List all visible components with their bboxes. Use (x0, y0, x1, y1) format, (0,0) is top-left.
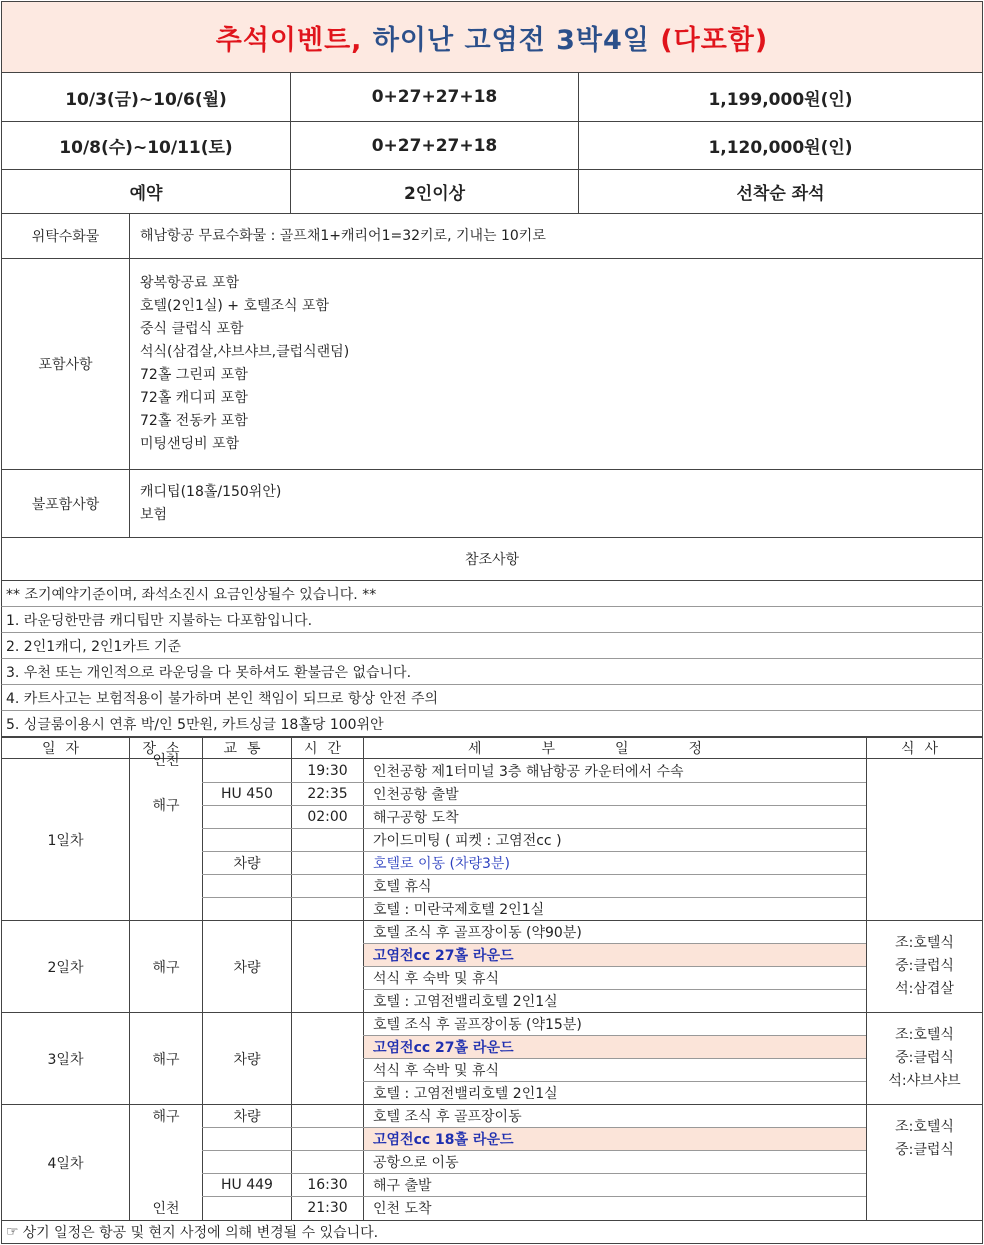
excluded-label: 불포함사항 (2, 470, 130, 537)
note-line: 2. 2인1캐디, 2인1카트 기준 (1, 633, 983, 659)
note-line: 4. 카트사고는 보험적용이 불가하며 본인 책임이 되므로 항상 안전 주의 (1, 685, 983, 711)
included-list (130, 259, 982, 469)
detail-cell: 인천 도착 (373, 1200, 432, 1217)
detail-cell: 공항으로 이동 (373, 1154, 459, 1171)
detail-cell: 해구공항 도착 (373, 809, 459, 826)
detail-cell: 가이드미팅 ( 피켓 : 고염전cc ) (373, 832, 562, 849)
list-item: 보험 (140, 506, 168, 523)
detail-cell: 호텔 휴식 (373, 878, 432, 895)
place-label: 해구 (152, 1051, 180, 1068)
detail-cell: 호텔 조식 후 골프장이동 (약15분) (373, 1016, 582, 1033)
time-cell: 21:30 (307, 1199, 348, 1216)
detail-cell: 호텔 조식 후 골프장이동 (373, 1108, 522, 1125)
reservation-label: 예약 (2, 170, 291, 213)
detail-cell: 고염전cc 27홀 라운드 (373, 1039, 514, 1056)
note-line: 1. 라운딩한만큼 캐디팁만 지불하는 다포함입니다. (1, 607, 983, 633)
header-transport: 교통 (203, 738, 292, 758)
reservation-seating: 선착순 좌석 (736, 184, 825, 204)
baggage-label: 위탁수화물 (2, 214, 130, 258)
meal-item: 중:클럽식 (895, 1142, 954, 1158)
detail-cell: 호텔 : 고염전밸리호텔 2인1실 (373, 993, 558, 1010)
header-place: 장소 (130, 738, 203, 758)
meal-cell (867, 1013, 982, 1104)
notes-section (1, 538, 983, 737)
list-item: 캐디팁(18홀/150위안) (140, 483, 282, 500)
list-item: 중식 클럽식 포함 (140, 321, 244, 337)
meal-item: 조:호텔식 (895, 935, 954, 951)
title-inclusive: (다포함) (660, 24, 769, 56)
pricing-table (1, 73, 983, 214)
meal-item: 조:호텔식 (895, 1119, 954, 1135)
pricing-row (1, 73, 983, 122)
title-tour: 하이난 고염전 3박4일 (372, 24, 650, 56)
transport-cell: 차량 (233, 1051, 261, 1068)
meal-item: 석:삼겹살 (895, 981, 954, 997)
detail-cell: 고염전cc 18홀 라운드 (373, 1131, 514, 1148)
detail-cell: 석식 후 숙박 및 휴식 (373, 1062, 499, 1079)
note-line: 5. 싱글룸이용시 연휴 박/인 5만원, 카트싱글 18홀당 100위안 (1, 711, 983, 737)
detail-cell: 호텔 : 고염전밸리호텔 2인1실 (373, 1085, 558, 1102)
time-cell: 16:30 (307, 1176, 348, 1193)
reservation-row (1, 170, 983, 214)
header-day: 일자 (2, 738, 130, 758)
pricing-rounds: 0+27+27+18 (291, 122, 579, 169)
time-cell: 02:00 (307, 808, 348, 825)
list-item: 석식(삼겹살,샤브샤브,클럽식랜덤) (140, 344, 350, 360)
transport-cell: 차량 (233, 1108, 261, 1125)
detail-cell: 인천공항 제1터미널 3층 해남항공 카운터에서 수속 (373, 763, 684, 780)
place-label: 인천 (152, 753, 180, 769)
pointing-hand-icon: ☞ (6, 1224, 19, 1240)
baggage-row (1, 214, 983, 259)
excluded-row (1, 470, 983, 538)
title-event: 추석이벤트, (215, 24, 363, 56)
included-row (1, 259, 983, 470)
detail-cell: 인천공항 출발 (373, 786, 459, 803)
meal-item: 조:호텔식 (895, 1027, 954, 1043)
pricing-price: 1,120,000원(인) (708, 138, 853, 158)
place-label: 해구 (152, 798, 180, 814)
list-item: 호텔(2인1실) + 호텔조식 포함 (140, 298, 330, 314)
meal-item: 석:샤브샤브 (888, 1073, 961, 1089)
detail-cell: 석식 후 숙박 및 휴식 (373, 970, 499, 987)
notes-header: 참조사항 (1, 538, 983, 581)
meal-cell (867, 1105, 982, 1173)
list-item: 72홀 그린피 포함 (140, 367, 248, 383)
footer-text: 상기 일정은 항공 및 현지 사정에 의해 변경될 수 있습니다. (22, 1225, 379, 1241)
detail-cell: 해구 출발 (373, 1177, 432, 1194)
time-cell: 22:35 (307, 785, 348, 802)
meal-cell (867, 921, 982, 1012)
day-label: 1일차 (47, 832, 84, 849)
reservation-min-people: 2인이상 (291, 170, 579, 213)
page-title (1, 1, 983, 73)
pricing-row (1, 122, 983, 170)
list-item: 72홀 전동카 포함 (140, 413, 248, 429)
transport-cell: HU 449 (221, 1176, 273, 1193)
pricing-rounds: 0+27+27+18 (291, 73, 579, 121)
meal-item: 중:클럽식 (895, 1050, 954, 1066)
detail-cell: 호텔로 이동 (차량3분) (373, 855, 510, 872)
place-label: 해구 (152, 1108, 180, 1125)
detail-cell: 호텔 : 미란국제호텔 2인1실 (373, 901, 545, 918)
transport-cell: 차량 (233, 855, 261, 872)
day-label: 3일차 (47, 1051, 84, 1068)
detail-cell: 호텔 조식 후 골프장이동 (약90분) (373, 924, 582, 941)
time-cell: 19:30 (307, 762, 348, 779)
day-label: 2일차 (47, 959, 84, 976)
list-item: 왕복항공료 포함 (140, 275, 240, 291)
note-line: ** 조기예약기준이며, 좌석소진시 요금인상될수 있습니다. ** (1, 581, 983, 607)
pricing-dates: 10/8(수)~10/11(토) (2, 122, 291, 169)
list-item: 미팅샌딩비 포함 (140, 436, 240, 452)
pricing-dates: 10/3(금)~10/6(월) (2, 73, 291, 121)
place-label: 해구 (152, 959, 180, 976)
place-label: 인천 (152, 1200, 180, 1217)
pricing-price: 1,199,000원(인) (708, 89, 853, 110)
excluded-list (130, 470, 982, 537)
detail-cell: 고염전cc 27홀 라운드 (373, 947, 514, 964)
list-item: 72홀 캐디피 포함 (140, 390, 248, 406)
day-label: 4일차 (47, 1155, 84, 1172)
header-meal: 식사 (900, 741, 949, 757)
baggage-text: 해남항공 무료수화물 : 골프채1+캐리어1=32키로, 기내는 10키로 (140, 227, 546, 244)
header-time: 시간 (292, 738, 364, 758)
included-label: 포함사항 (2, 259, 130, 469)
note-line: 3. 우천 또는 개인적으로 라운딩을 다 못하셔도 환불금은 없습니다. (1, 659, 983, 685)
footer-notice (1, 1220, 983, 1244)
header-detail: 세부일정 (364, 738, 867, 758)
transport-cell: 차량 (233, 959, 261, 976)
meal-item: 중:클럽식 (895, 958, 954, 974)
transport-cell: HU 450 (221, 785, 273, 802)
